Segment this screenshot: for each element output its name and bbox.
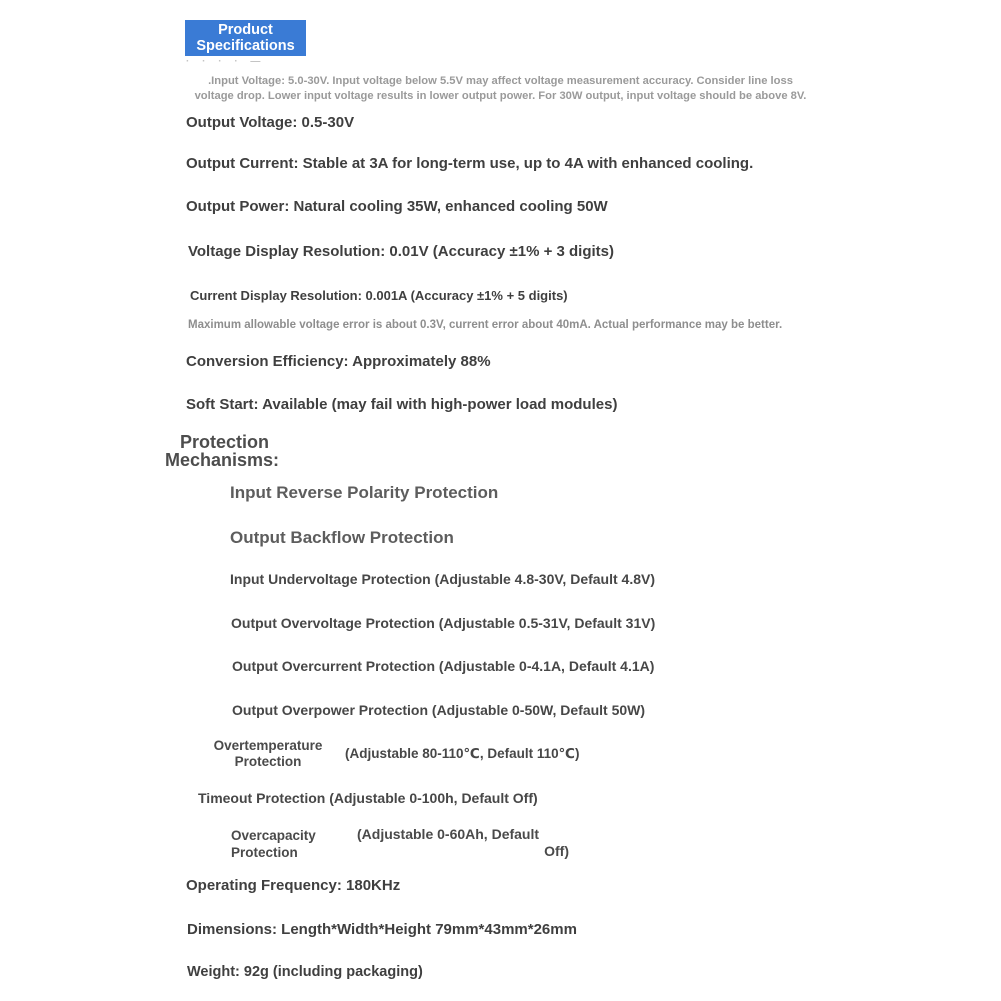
badge-line1: Product [218,22,273,38]
overcapacity-protection-value [357,826,569,860]
decorative-marks: · · · · — [186,56,266,67]
badge-line2: Specifications [196,38,295,54]
intro-note-line1: .Input Voltage: 5.0-30V. Input voltage below 5.5V may affect voltage measurement accuracy. Consider line loss [208,75,793,87]
protection-heading-line2: Mechanisms: [165,450,280,470]
overtemperature-protection-value: (Adjustable 80-110℃, Default 110℃) [345,746,580,761]
spec-operating-frequency: Operating Frequency: 180KHz [186,877,401,894]
protection-heading-line1: Protection [180,432,270,452]
protection-item-output-overcurrent: Output Overcurrent Protection (Adjustable 0-4.1A, Default 4.1A) [232,658,655,674]
intro-note-line2: voltage drop. Lower input voltage results in lower output power. For 30W output, input voltage should be above 8V. [194,90,807,102]
spec-current-resolution: Current Display Resolution: 0.001A (Accuracy ±1% + 5 digits) [190,288,568,303]
overtemperature-protection-label [201,738,335,770]
protection-item-reverse-polarity: Input Reverse Polarity Protection [230,483,499,502]
product-specs-badge [185,20,306,56]
protection-item-output-overvoltage: Output Overvoltage Protection (Adjustable 0.5-31V, Default 31V) [231,615,656,631]
spec-weight: Weight: 92g (including packaging) [187,964,423,980]
spec-output-voltage: Output Voltage: 0.5-30V [186,114,355,131]
spec-accuracy-note: Maximum allowable voltage error is about 0.3V, current error about 40mA. Actual performance may be better. [188,319,783,331]
spec-soft-start: Soft Start: Available (may fail with high-power load modules) [186,396,618,413]
spec-output-power: Output Power: Natural cooling 35W, enhanced cooling 50W [186,198,608,215]
timeout-protection: Timeout Protection (Adjustable 0-100h, Default Off) [198,790,538,806]
spec-output-current: Output Current: Stable at 3A for long-term use, up to 4A with enhanced cooling. [186,155,754,172]
overcapacity-value-line1: (Adjustable 0-60Ah, Default [357,826,540,842]
protection-item-output-backflow: Output Backflow Protection [230,528,454,547]
overcapacity-value-line2: Off) [544,843,569,859]
overcapacity-protection-label [231,827,316,861]
protection-item-input-undervoltage: Input Undervoltage Protection (Adjustable 4.8-30V, Default 4.8V) [230,571,656,587]
overtemperature-label-line2: Protection [234,754,302,769]
spec-dimensions: Dimensions: Length*Width*Height 79mm*43mm*26mm [187,921,577,938]
overcapacity-label-line2: Protection [231,845,298,860]
spec-conversion-efficiency: Conversion Efficiency: Approximately 88% [186,353,491,370]
protection-item-output-overpower: Output Overpower Protection (Adjustable 0-50W, Default 50W) [232,702,646,718]
spec-voltage-resolution: Voltage Display Resolution: 0.01V (Accuracy ±1% + 3 digits) [188,243,614,260]
overtemperature-label-line1: Overtemperature [213,738,323,753]
overcapacity-label-line1: Overcapacity [231,828,316,843]
